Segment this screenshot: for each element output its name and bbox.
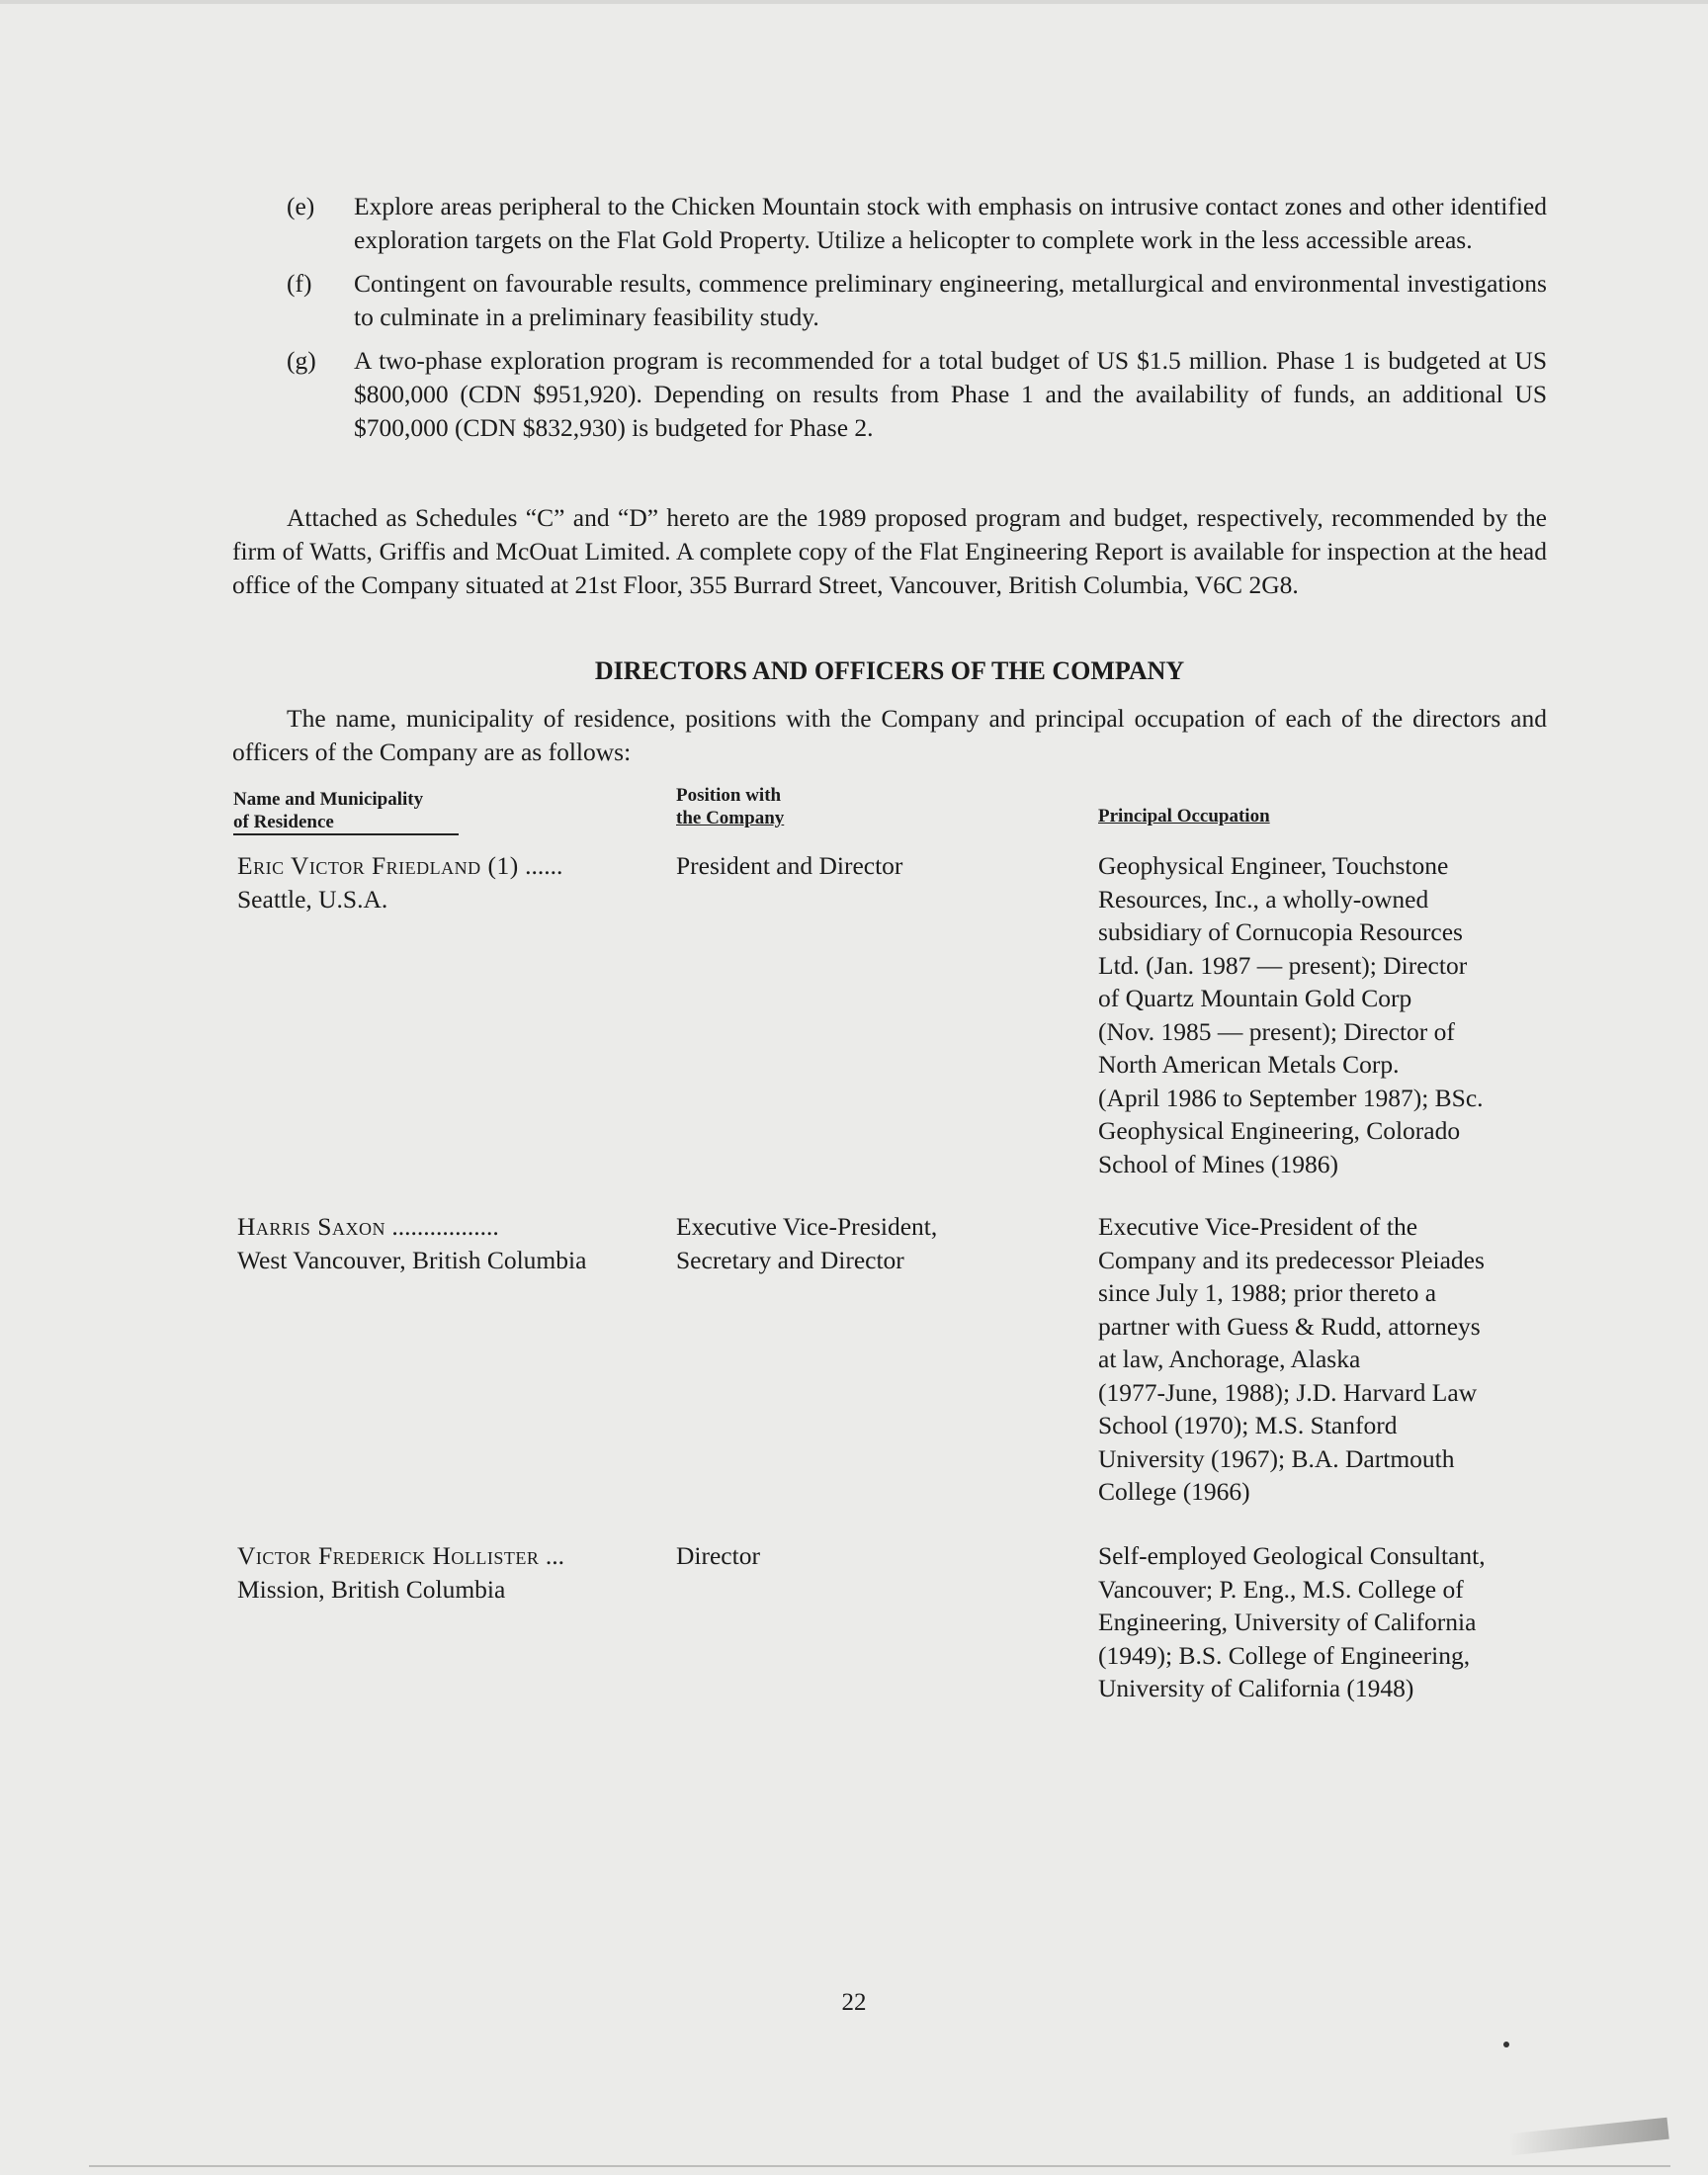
dot-leader: ...... (518, 851, 563, 880)
intro-paragraph: The name, municipality of residence, positions with the Company and principal occupation of each of the directors and officers of the Company are as follows: (232, 704, 1547, 766)
list-item (287, 190, 1547, 257)
column-header-line: Position with (676, 785, 782, 806)
director-name-cell (237, 1210, 662, 1276)
column-header-position (676, 784, 784, 829)
director-position (676, 1539, 1002, 1573)
column-header-line: Principal Occupation (1098, 806, 1270, 826)
occupation-line: Ltd. (Jan. 1987 — present); Director (1098, 950, 1468, 980)
page-number: 22 (841, 1989, 867, 2016)
item-text: Contingent on favourable results, commence preliminary engineering, metallurgical and environmental investigations to culminate in a preliminary feasibility study. (354, 269, 1547, 331)
occupation-line: (1949); B.S. College of Engineering, (1098, 1640, 1471, 1670)
occupation-line: partner with Guess & Rudd, attorneys (1098, 1311, 1481, 1341)
occupation-line: College (1966) (1098, 1477, 1250, 1506)
director-position (676, 849, 1002, 883)
list-item (287, 344, 1547, 445)
occupation-line: (1977-June, 1988); J.D. Harvard Law (1098, 1377, 1478, 1407)
occupation-line: Geophysical Engineering, Colorado (1098, 1116, 1461, 1145)
director-name-cell (237, 1539, 662, 1606)
item-text: A two-phase exploration program is recommended for a total budget of US $1.5 million. Phase 1 is budgeted at US $800,000 (CDN $951,920). Depending on results from Phase 1 and the availability of funds, an additional US $700,000 (CDN $832,930) is budgeted for Phase 2. (354, 346, 1547, 442)
director-occupation (1098, 849, 1573, 1180)
scan-smudge (1509, 2118, 1668, 2156)
item-label: (f) (287, 269, 312, 298)
director-residence: Seattle, U.S.A. (237, 884, 388, 914)
director-name: Eric Victor Friedland (1) (237, 851, 519, 880)
column-header-line: of Residence (233, 812, 334, 832)
list-item (287, 267, 1547, 334)
occupation-line: (April 1986 to September 1987); BSc. (1098, 1083, 1484, 1112)
director-position (676, 1210, 1002, 1276)
attached-paragraph: Attached as Schedules “C” and “D” hereto are the 1989 proposed program and budget, respectively, recommended by the firm of Watts, Griffis and McOuat Limited. A complete copy of the Flat Engineering Report is available for inspection at the head office of the Company situated at 21st Floor, 355 Burrard Street, Vancouver, British Columbia, V6C 2G8. (232, 503, 1547, 599)
position-line: Director (676, 1541, 760, 1570)
position-line: Executive Vice-President, (676, 1212, 938, 1241)
column-header-line: the Company (676, 808, 785, 828)
occupation-line: University of California (1948) (1098, 1674, 1414, 1702)
director-name: Victor Frederick Hollister (237, 1541, 540, 1570)
director-name: Harris Saxon (237, 1212, 385, 1241)
occupation-line: Resources, Inc., a wholly-owned (1098, 884, 1429, 914)
occupation-line: Company and its predecessor Pleiades (1098, 1245, 1485, 1274)
occupation-line: School (1970); M.S. Stanford (1098, 1411, 1398, 1439)
item-text: Explore areas peripheral to the Chicken Mountain stock with emphasis on intrusive contact zones and other identified exploration targets on the Flat Gold Property. Utilize a helicopter to complete work in the less accessible areas. (354, 192, 1547, 254)
occupation-line: (Nov. 1985 — present); Director of (1098, 1016, 1455, 1046)
occupation-line: Vancouver; P. Eng., M.S. College of (1098, 1574, 1464, 1604)
director-occupation (1098, 1210, 1573, 1509)
scan-edge-top (0, 0, 1708, 4)
occupation-line: at law, Anchorage, Alaska (1098, 1345, 1361, 1373)
occupation-line: since July 1, 1988; prior thereto a (1098, 1278, 1437, 1307)
column-header-occupation (1098, 805, 1270, 827)
occupation-line: School of Mines (1986) (1098, 1149, 1338, 1178)
director-name-cell (237, 849, 662, 915)
column-header-line: Name and Municipality (233, 789, 424, 810)
occupation-line: Geophysical Engineer, Touchstone (1098, 851, 1449, 880)
section-heading: DIRECTORS AND OFFICERS OF THE COMPANY (594, 656, 1185, 685)
position-line: Secretary and Director (676, 1245, 904, 1274)
director-residence: West Vancouver, British Columbia (237, 1245, 587, 1274)
scan-edge-bottom (89, 2165, 1670, 2167)
occupation-line: North American Metals Corp. (1098, 1050, 1400, 1079)
occupation-line: Executive Vice-President of the (1098, 1212, 1418, 1241)
item-label: (g) (287, 346, 316, 375)
occupation-line: subsidiary of Cornucopia Resources (1098, 917, 1463, 946)
occupation-line: Engineering, University of California (1098, 1608, 1477, 1636)
dot-leader: ................. (384, 1212, 499, 1241)
director-residence: Mission, British Columbia (237, 1574, 506, 1604)
recommendation-list (287, 190, 1547, 455)
director-occupation (1098, 1539, 1573, 1705)
occupation-line: Self-employed Geological Consultant, (1098, 1541, 1486, 1570)
occupation-line: of Quartz Mountain Gold Corp (1098, 984, 1412, 1012)
speck-mark (1503, 2042, 1509, 2047)
item-label: (e) (287, 192, 315, 220)
column-header-name (233, 788, 459, 835)
dot-leader: ... (539, 1541, 564, 1570)
occupation-line: University (1967); B.A. Dartmouth (1098, 1443, 1455, 1473)
position-line: President and Director (676, 851, 903, 880)
